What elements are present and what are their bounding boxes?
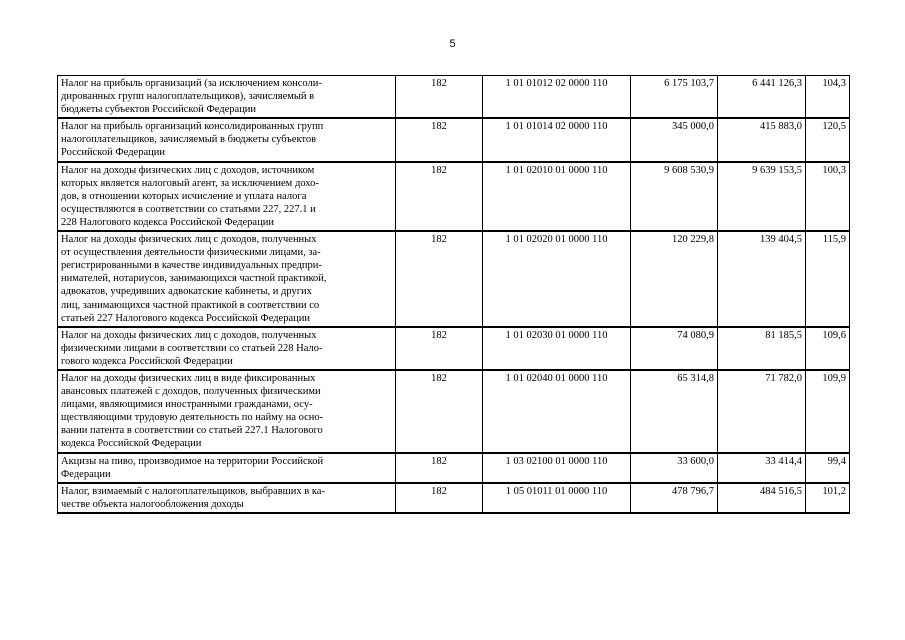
actual-amount-cell: 6 441 126,3 bbox=[718, 76, 806, 119]
plan-amount-cell: 6 175 103,7 bbox=[631, 76, 718, 119]
revenue-name-cell bbox=[58, 453, 396, 483]
percent-cell: 99,4 bbox=[806, 453, 850, 483]
budget-code-cell: 1 01 02020 01 0000 110 bbox=[483, 231, 631, 327]
budget-code-cell: 1 01 02040 01 0000 110 bbox=[483, 370, 631, 453]
revenue-name-cell bbox=[58, 162, 396, 231]
plan-amount-cell: 74 080,9 bbox=[631, 327, 718, 370]
plan-amount-cell: 65 314,8 bbox=[631, 370, 718, 453]
revenue-name: Налог на доходы физических лиц с доходов, полученных физическими лицами в соответствии со статьей 228 Нало- гового кодекса Российской Федерации bbox=[61, 329, 323, 367]
table-row bbox=[58, 118, 850, 161]
revenue-name: Налог на доходы физических лиц с доходов, полученных от осуществления деятельности физическими лицами, за- регистрированными в качестве индивидуальных предпри- нимателей, нотариусов, занимающихся частной практикой, адвокатов, учредивших адвокатские кабинеты, и других лиц, занимающихся частной практикой в соответствии со статьей 227 Налогового кодекса Российской Федерации bbox=[61, 234, 327, 324]
plan-amount-cell: 33 600,0 bbox=[631, 453, 718, 483]
percent-cell: 115,9 bbox=[806, 231, 850, 327]
admin-code-cell: 182 bbox=[396, 76, 483, 119]
plan-amount-cell: 345 000,0 bbox=[631, 118, 718, 161]
revenue-name-cell bbox=[58, 76, 396, 119]
percent-cell: 120,5 bbox=[806, 118, 850, 161]
percent-cell: 100,3 bbox=[806, 162, 850, 231]
admin-code-cell: 182 bbox=[396, 327, 483, 370]
budget-code-cell: 1 01 01012 02 0000 110 bbox=[483, 76, 631, 119]
revenue-name: Налог на прибыль организаций (за исключением консоли- дированных групп налогоплательщиков), зачисляемый в бюджеты субъектов Российской Федерации bbox=[61, 78, 322, 116]
table-row bbox=[58, 76, 850, 119]
table-row bbox=[58, 370, 850, 453]
revenue-name: Налог на прибыль организаций консолидированных групп налогоплательщиков, зачисляемый в бюджеты субъектов Российской Федерации bbox=[61, 121, 324, 159]
budget-code-cell: 1 05 01011 01 0000 110 bbox=[483, 483, 631, 513]
table-row bbox=[58, 231, 850, 327]
revenue-table bbox=[57, 75, 850, 514]
plan-amount-cell: 478 796,7 bbox=[631, 483, 718, 513]
budget-code-cell: 1 01 02010 01 0000 110 bbox=[483, 162, 631, 231]
actual-amount-cell: 33 414,4 bbox=[718, 453, 806, 483]
percent-cell: 101,2 bbox=[806, 483, 850, 513]
percent-cell: 109,6 bbox=[806, 327, 850, 370]
table-row bbox=[58, 162, 850, 231]
table-row bbox=[58, 327, 850, 370]
table-row bbox=[58, 453, 850, 483]
revenue-name: Акцизы на пиво, производимое на территории Российской Федерации bbox=[61, 455, 324, 480]
revenue-name-cell bbox=[58, 327, 396, 370]
admin-code-cell: 182 bbox=[396, 483, 483, 513]
budget-code-cell: 1 01 01014 02 0000 110 bbox=[483, 118, 631, 161]
percent-cell: 109,9 bbox=[806, 370, 850, 453]
revenue-name-cell bbox=[58, 483, 396, 513]
actual-amount-cell: 415 883,0 bbox=[718, 118, 806, 161]
plan-amount-cell: 120 229,8 bbox=[631, 231, 718, 327]
actual-amount-cell: 71 782,0 bbox=[718, 370, 806, 453]
admin-code-cell: 182 bbox=[396, 453, 483, 483]
revenue-name: Налог, взимаемый с налогоплательщиков, выбравших в ка- честве объекта налогообложения доходы bbox=[61, 485, 325, 510]
actual-amount-cell: 139 404,5 bbox=[718, 231, 806, 327]
revenue-name: Налог на доходы физических лиц в виде фиксированных авансовых платежей с доходов, полученных физическими лицами, являющимися иностранными гражданами, осу- ществляющими трудовую деятельность по найму на осно- вании патента в соответствии со статьей 227.1 Налогового кодекса Российской Федерации bbox=[61, 372, 324, 450]
revenue-name: Налог на доходы физических лиц с доходов, источником которых является налоговый агент, за исключением дохо- дов, в отношении которых исчисление и уплата налога осуществляются в соответствии со статьями 227, 227.1 и 228 Налогового кодекса Российской Федерации bbox=[61, 164, 319, 228]
budget-code-cell: 1 03 02100 01 0000 110 bbox=[483, 453, 631, 483]
budget-code-cell: 1 01 02030 01 0000 110 bbox=[483, 327, 631, 370]
admin-code-cell: 182 bbox=[396, 370, 483, 453]
actual-amount-cell: 81 185,5 bbox=[718, 327, 806, 370]
revenue-name-cell bbox=[58, 231, 396, 327]
percent-cell: 104,3 bbox=[806, 76, 850, 119]
actual-amount-cell: 484 516,5 bbox=[718, 483, 806, 513]
actual-amount-cell: 9 639 153,5 bbox=[718, 162, 806, 231]
admin-code-cell: 182 bbox=[396, 162, 483, 231]
revenue-name-cell bbox=[58, 118, 396, 161]
page-number: 5 bbox=[449, 38, 456, 50]
plan-amount-cell: 9 608 530,9 bbox=[631, 162, 718, 231]
revenue-name-cell bbox=[58, 370, 396, 453]
admin-code-cell: 182 bbox=[396, 118, 483, 161]
table-row bbox=[58, 483, 850, 513]
admin-code-cell: 182 bbox=[396, 231, 483, 327]
